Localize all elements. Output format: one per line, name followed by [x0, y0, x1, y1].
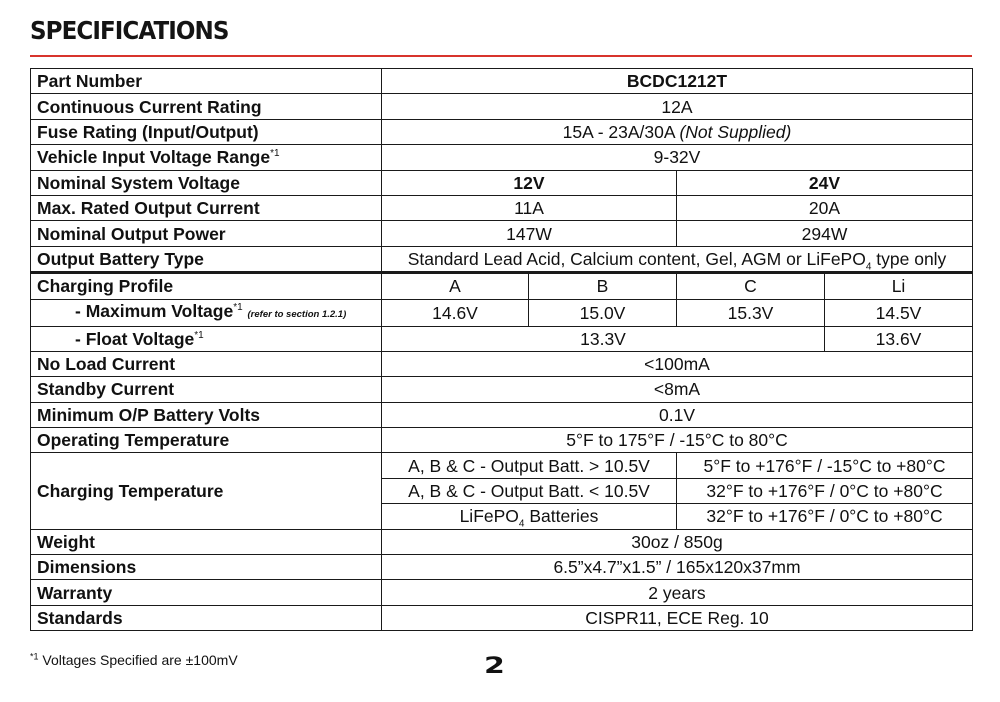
operating-temp-label: Operating Temperature	[31, 428, 382, 453]
table-row	[31, 69, 973, 94]
weight-value: 30oz / 850g	[382, 529, 973, 554]
lifepo-text-end: Batteries	[524, 506, 599, 527]
float-voltage-li: 13.6V	[825, 326, 973, 351]
part-number-value: BCDC1212T	[382, 69, 973, 94]
standby-current-value: <8mA	[382, 377, 973, 402]
continuous-current-label: Continuous Current Rating	[31, 94, 382, 119]
dimensions-value: 6.5”x4.7”x1.5” / 165x120x37mm	[382, 555, 973, 580]
charging-temp-label: Charging Temperature	[31, 453, 382, 529]
dimensions-label: Dimensions	[31, 555, 382, 580]
no-load-current-label: No Load Current	[31, 351, 382, 376]
standards-value: CISPR11, ECE Reg. 10	[382, 605, 973, 630]
table-row	[31, 555, 973, 580]
footnote-marker: *1	[194, 329, 204, 341]
profile-c: C	[677, 273, 825, 299]
page-number: 2	[484, 652, 505, 679]
title-underline	[30, 55, 972, 57]
max-output-current-24v: 20A	[677, 195, 973, 220]
lifepo-subscript: 4	[518, 518, 525, 530]
table-row	[31, 529, 973, 554]
max-voltage-label-text: - Maximum Voltage	[75, 300, 234, 321]
footnote-marker: *1	[270, 148, 280, 160]
table-row	[31, 351, 973, 376]
max-voltage-li: 14.5V	[825, 299, 973, 326]
output-battery-type-label: Output Battery Type	[31, 246, 382, 272]
table-row	[31, 299, 973, 326]
nominal-system-24v: 24V	[677, 170, 973, 195]
max-voltage-a: 14.6V	[382, 299, 529, 326]
charging-temp-val-3: 32°F to +176°F / 0°C to +80°C	[677, 504, 973, 529]
weight-label: Weight	[31, 529, 382, 554]
float-voltage-label-text: - Float Voltage	[75, 328, 195, 349]
footnote-marker: *1	[30, 651, 39, 662]
table-row	[31, 195, 973, 220]
max-output-current-12v: 11A	[382, 195, 677, 220]
fuse-rating-label: Fuse Rating (Input/Output)	[31, 119, 382, 144]
profile-li: Li	[825, 273, 973, 299]
charging-temp-val-1: 5°F to +176°F / -15°C to +80°C	[677, 453, 973, 478]
standards-label: Standards	[31, 605, 382, 630]
max-voltage-label	[31, 299, 382, 326]
table-row	[31, 273, 973, 299]
charging-temp-cond-3	[382, 504, 677, 529]
max-voltage-b: 15.0V	[529, 299, 677, 326]
max-output-current-label: Max. Rated Output Current	[31, 195, 382, 220]
section-reference: (refer to section 1.2.1)	[247, 308, 347, 320]
vehicle-input-label-text: Vehicle Input Voltage Range	[37, 147, 271, 168]
charging-temp-val-2: 32°F to +176°F / 0°C to +80°C	[677, 478, 973, 503]
float-voltage-abc: 13.3V	[382, 326, 825, 351]
battery-type-text: Standard Lead Acid, Calcium content, Gel, AGM or LiFePO	[407, 248, 866, 269]
table-row	[31, 605, 973, 630]
table-row	[31, 402, 973, 427]
table-row	[31, 170, 973, 195]
nominal-output-power-12v: 147W	[382, 221, 677, 246]
table-row	[31, 94, 973, 119]
footnote-text: Voltages Specified are ±100mV	[38, 652, 238, 668]
part-number-label: Part Number	[31, 69, 382, 94]
table-row	[31, 119, 973, 144]
standby-current-label: Standby Current	[31, 377, 382, 402]
specifications-table	[30, 68, 973, 631]
nominal-output-power-label: Nominal Output Power	[31, 221, 382, 246]
fuse-rating-note: (Not Supplied)	[679, 121, 792, 142]
nominal-system-12v: 12V	[382, 170, 677, 195]
vehicle-input-value: 9-32V	[382, 145, 973, 170]
operating-temp-value: 5°F to 175°F / -15°C to 80°C	[382, 428, 973, 453]
lifepo-text: LiFePO	[459, 506, 519, 527]
profile-b: B	[529, 273, 677, 299]
table-row	[31, 145, 973, 170]
max-voltage-c: 15.3V	[677, 299, 825, 326]
page-title: SPECIFICATIONS	[30, 16, 229, 45]
table-row	[31, 453, 973, 478]
table-row	[31, 221, 973, 246]
table-row	[31, 246, 973, 272]
battery-type-subscript: 4	[865, 261, 872, 273]
vehicle-input-label	[31, 145, 382, 170]
min-battery-volts-label: Minimum O/P Battery Volts	[31, 402, 382, 427]
min-battery-volts-value: 0.1V	[382, 402, 973, 427]
table-row	[31, 580, 973, 605]
table-row	[31, 326, 973, 351]
fuse-rating-amps: 15A - 23A/30A	[562, 121, 675, 142]
profile-a: A	[382, 273, 529, 299]
continuous-current-value: 12A	[382, 94, 973, 119]
table-row	[31, 377, 973, 402]
footnote-marker: *1	[233, 301, 243, 313]
nominal-system-label: Nominal System Voltage	[31, 170, 382, 195]
table-row	[31, 428, 973, 453]
fuse-rating-value	[382, 119, 973, 144]
output-battery-type-value	[382, 246, 973, 272]
footnote	[30, 652, 238, 668]
nominal-output-power-24v: 294W	[677, 221, 973, 246]
warranty-value: 2 years	[382, 580, 973, 605]
charging-temp-cond-1: A, B & C - Output Batt. > 10.5V	[382, 453, 677, 478]
float-voltage-label	[31, 326, 382, 351]
charging-temp-cond-2: A, B & C - Output Batt. < 10.5V	[382, 478, 677, 503]
warranty-label: Warranty	[31, 580, 382, 605]
no-load-current-value: <100mA	[382, 351, 973, 376]
battery-type-text-end: type only	[871, 248, 947, 269]
charging-profile-label: Charging Profile	[31, 273, 382, 299]
